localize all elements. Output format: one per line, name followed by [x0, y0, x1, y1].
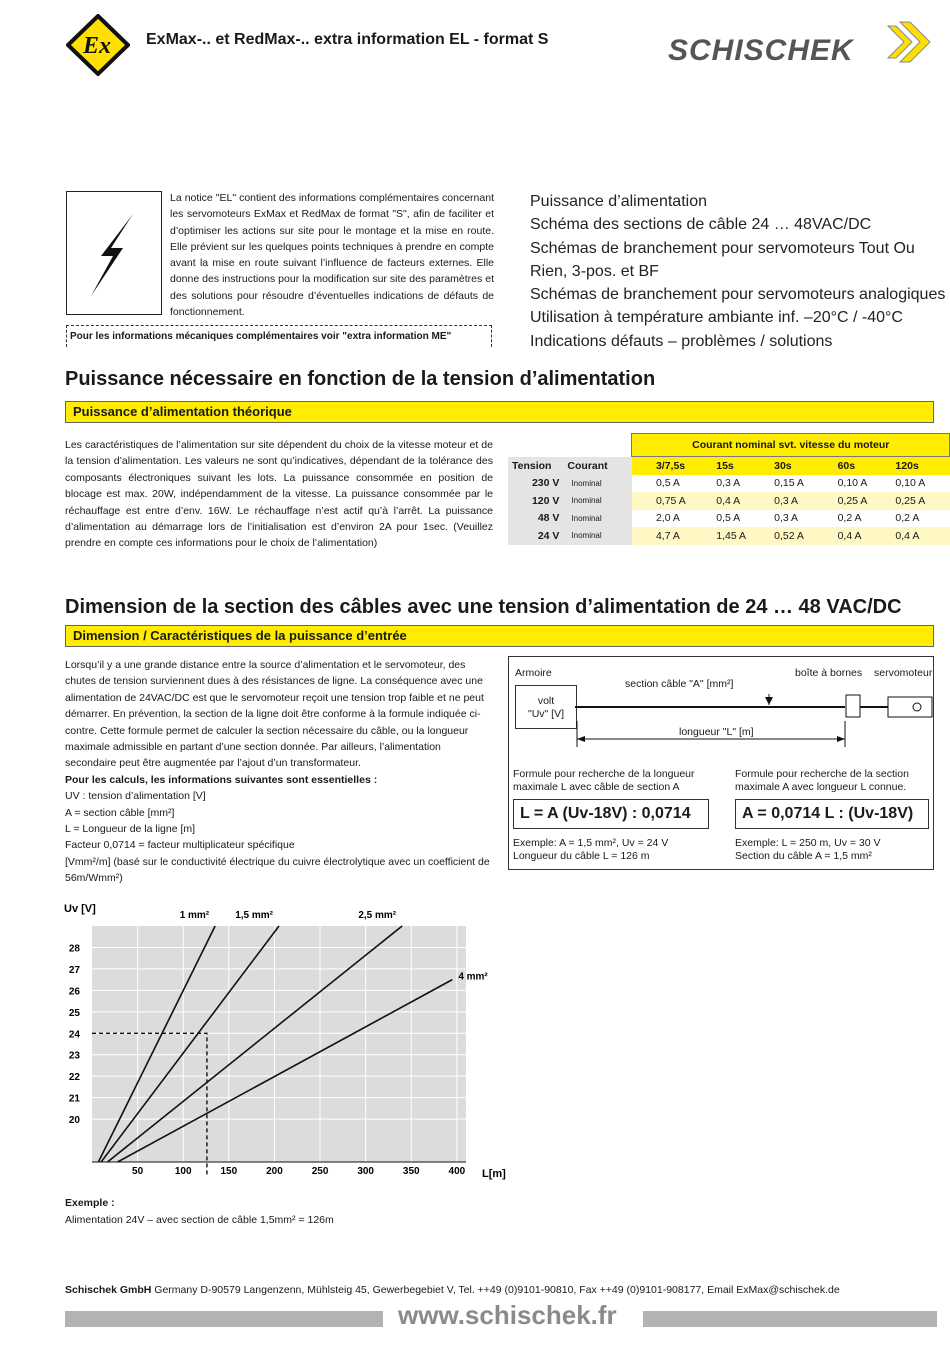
definition-item: [Vmm²/m] (basé sur le conductivité électrique du cuivre électrolytique avec un coefficient de 56m/Wmm²) — [65, 855, 490, 885]
chart-xtick-label: 150 — [220, 1166, 238, 1177]
chart-ytick-label: 23 — [68, 1050, 80, 1062]
chart-ytick-label: 24 — [68, 1029, 80, 1041]
voltage-source-box: volt "Uv" [V] — [515, 685, 577, 729]
left-formula-title: Formule pour recherche de la longueur maximale L avec câble de section A — [513, 768, 695, 793]
table-header-speed: 60s — [834, 457, 892, 475]
chart-plot-area — [92, 926, 466, 1162]
contents-item: Schémas de branchement pour servomoteurs analogiques — [530, 286, 946, 304]
definition-item: L = Longueur de la ligne [m] — [65, 823, 196, 836]
document-title: ExMax-.. et RedMax-.. extra information EL - format S — [146, 31, 549, 48]
contents-item: Indications défauts – problèmes / solutions — [530, 332, 833, 350]
right-example-2: Section du câble A = 1,5 mm² — [735, 850, 872, 862]
left-formula: L = A (Uv-18V) : 0,0714 — [513, 799, 709, 829]
wiring-diagram-box — [508, 656, 934, 870]
section-label: section câble "A" [mm²] — [625, 678, 734, 690]
chart-ytick-label: 26 — [68, 986, 80, 998]
website-link[interactable]: www.schischek.fr — [398, 1300, 617, 1330]
chart-xtick-label: 400 — [448, 1166, 466, 1177]
motor-label: servomoteur — [874, 667, 933, 679]
footer-address: Schischek GmbH Germany D-90579 Langenzenn, Mühlsteig 45, Gewerbegebiet V, Tel. ++49 (0)9101-90810, Fax ++49 (0)9101-908177, Email ExMax@schischek.de — [65, 1284, 840, 1296]
terminal-label: boîte à bornes — [795, 667, 863, 679]
left-example-1: Exemple: A = 1,5 mm², Uv = 24 V — [513, 837, 669, 849]
table-row: 48 V Inominal 2,0 A 0,5 A 0,3 A 0,2 A 0,2 A — [508, 510, 950, 528]
table-header-speed: 30s — [770, 457, 833, 475]
right-example-1: Exemple: L = 250 m, Uv = 30 V — [735, 837, 881, 849]
svg-text:Ex: Ex — [82, 33, 112, 59]
chart-ytick-label: 21 — [68, 1093, 80, 1105]
contents-item: Schéma des sections de câble 24 … 48VAC/DC — [530, 216, 872, 234]
table-header-speed: 15s — [712, 457, 770, 475]
definition-item: A = section câble [mm²] — [65, 806, 175, 819]
section1-text: Les caractéristiques de l’alimentation sur site dépendent du choix de la vitesse moteur et de la tension d’alimentation. Les valeurs ne sont qu’indicatives, dépendant de la tolérance des composants électroniques suivant les lots. La puissance consommée en position de blocage est max. 20W, indépendamment de la vitesse. La puissance consommée par le réchauffage est entre d’env. 16W. Le réchauffage n’est actif qu’à l’arrêt. La puissance d’alimentation au démarrage lors de l’initialisation est d’environ 2A pour 1sec. (Veuillez prendre en compte ces informations pour le choix de l’alimentation) — [65, 439, 493, 550]
chart-xtick-label: 350 — [402, 1166, 420, 1177]
chart-series-label: 4 mm² — [458, 971, 488, 983]
contents-item: Puissance d’alimentation — [530, 193, 707, 210]
right-formula: A = 0,0714 L : (Uv-18V) — [735, 799, 929, 829]
table-row: 120 V Inominal 0,75 A 0,4 A 0,3 A 0,25 A 0,25 A — [508, 492, 950, 510]
right-formula-title: Formule pour recherche de la section maximale A avec longueur L connue. — [735, 768, 909, 793]
table-group-header: Courant nominal svt. vitesse du moteur — [632, 434, 950, 457]
note-text: Pour les informations mécaniques complémentaires voir "extra information ME" — [70, 331, 452, 342]
chart-ylabel: Uv [V] — [64, 903, 96, 915]
section2-text-block — [65, 657, 495, 887]
example-title: Exemple : — [65, 1197, 115, 1209]
contents-item: Rien, 3-pos. et BF — [530, 262, 659, 280]
footer-bar-left — [65, 1311, 383, 1327]
chart-xlabel: L[m] — [482, 1168, 506, 1180]
chart-ytick-label: 27 — [68, 964, 80, 976]
voltage-length-chart — [60, 896, 520, 1186]
armoire-label: Armoire — [515, 667, 552, 679]
brand-chevron-icon — [880, 20, 944, 66]
table-header-courant: Courant — [567, 459, 608, 472]
section2-bar: Dimension / Caractéristiques de la puissance d’entrée — [65, 625, 934, 647]
warning-box — [66, 191, 162, 315]
example-text: Alimentation 24V – avec section de câble 1,5mm² = 126m — [65, 1214, 334, 1226]
chart-ytick-label: 22 — [68, 1072, 80, 1084]
footer-bar-right — [643, 1311, 937, 1327]
chart-xtick-label: 50 — [132, 1166, 144, 1177]
lightning-icon — [67, 192, 161, 314]
table-header-speed: 120s — [891, 457, 949, 475]
chart-series-label: 2,5 mm² — [358, 910, 397, 921]
contents-item: Utilisation à température ambiante inf. –20°C / -40°C — [530, 309, 903, 327]
definition-item: Facteur 0,0714 = facteur multiplicateur spécifique — [65, 839, 295, 852]
intro-text: La notice "EL" contient des informations complémentaires concernant les servomoteurs ExMax et RedMax de format "S", afin de faciliter et d’optimiser les actions sur site pour le montage et la mise en route. Elle prévient sur les quelques points techniques à prendre en compte avant la mise en route suivant l’influence de facteurs externes. Elle donne des instructions pour la modification sur site des paramètres et des solutions pour résoudre d’éventuelles indications de défauts de fonctionnement. — [170, 192, 494, 319]
section1-title: Puissance nécessaire en fonction de la tension d’alimentation — [65, 368, 656, 390]
chart-xtick-label: 200 — [266, 1166, 283, 1177]
chart-series-label: 1,5 mm² — [235, 910, 273, 921]
chart-ytick-label: 28 — [68, 943, 80, 955]
ex-logo-icon — [66, 14, 130, 76]
chart-xtick-label: 300 — [357, 1166, 375, 1177]
chart-ytick-label: 20 — [68, 1115, 80, 1127]
chart-xtick-label: 250 — [311, 1166, 329, 1177]
table-row: 230 V Inominal 0,5 A 0,3 A 0,15 A 0,10 A 0,10 A — [508, 475, 950, 493]
section2-title: Dimension de la section des câbles avec une tension d’alimentation de 24 … 48 VAC/DC — [65, 596, 902, 618]
length-label: longueur "L" [m] — [679, 726, 754, 738]
definition-item: UV : tension d’alimentation [V] — [65, 790, 206, 803]
contents-list — [530, 190, 945, 353]
brand-logo: SCHISCHEK — [668, 34, 854, 67]
section2-text: Lorsqu’il y a une grande distance entre la source d’alimentation et le servomoteur, des chutes de tension surviennent dues à des résistances de ligne. La conséquence avec une alimentation de 24VAC/DC est que le servomoteur reçoit une tension trop faible et ne peut démarrer. En prévention, la section de la ligne doit être conforme à la formule indiquée ci-contre. Cette formule permet de calculer la section nécessaire du câble, ou la longueur maximale admissible en partant d’une section donnée. Par ailleurs, l’alimentation secondaire peut être augmentée par l’ajout d’un transformateur. — [65, 659, 484, 770]
left-example-2: Longueur du câble L = 126 m — [513, 850, 650, 862]
contents-item: Schémas de branchement pour servomoteurs Tout Ou — [530, 239, 915, 257]
chart-xtick-label: 100 — [174, 1166, 192, 1177]
wiring-lines — [509, 657, 935, 757]
current-table — [508, 433, 950, 545]
table-header-tension: Tension — [512, 459, 552, 472]
table-header-speed: 3/7,5s — [632, 457, 712, 475]
chart-ytick-label: 25 — [68, 1007, 80, 1019]
section1-bar: Puissance d’alimentation théorique — [65, 401, 934, 423]
table-row: 24 V Inominal 4,7 A 1,45 A 0,52 A 0,4 A 0,4 A — [508, 527, 950, 545]
chart-series-label: 1 mm² — [179, 910, 210, 921]
section2-bold-line: Pour les calculs, les informations suivantes sont essentielles : — [65, 773, 378, 786]
